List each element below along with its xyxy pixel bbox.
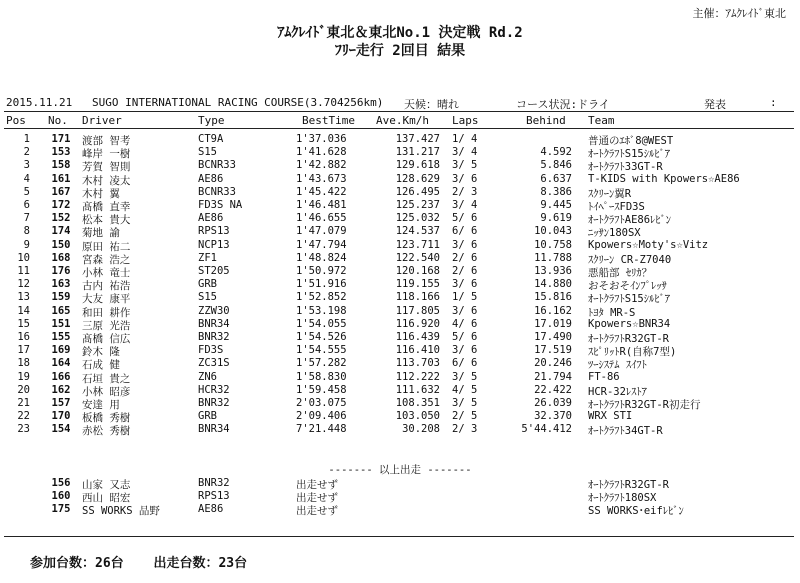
cell-behind: 26.039 — [534, 397, 572, 409]
cell-pos: 21 — [17, 397, 30, 409]
cell-no: 172 — [51, 199, 71, 211]
table-row — [4, 278, 794, 293]
cell-driver: 松本 貴大 — [82, 214, 131, 227]
cell-no: 153 — [51, 146, 71, 159]
table-row — [4, 186, 794, 198]
cell-behind: 21.794 — [534, 370, 572, 383]
cell-best: 1'46.655 — [296, 212, 347, 225]
cell-pos: 11 — [17, 265, 30, 277]
cell-driver: 木村 翼 — [82, 187, 120, 200]
cell-laps: 3/ 6 — [452, 172, 478, 185]
cell-type: ZN6 — [198, 370, 217, 383]
cell-best: 1'58.830 — [296, 370, 347, 383]
table-row — [4, 239, 794, 251]
cell-type: BNR32 — [198, 477, 230, 489]
cell-driver: 小林 昭彦 — [82, 385, 131, 398]
cell-team: ｽｸﾘｰﾝ CR-Z7040 — [588, 253, 672, 266]
cell-type: CT9A — [198, 133, 224, 145]
course-status: コース状況:ドライ — [516, 98, 610, 111]
cell-laps: 3/ 6 — [452, 304, 478, 317]
cell-avg: 116.439 — [395, 331, 440, 343]
cell-laps: 3/ 4 — [452, 146, 478, 159]
cell-no: 176 — [51, 265, 71, 277]
cell-driver: 西山 昭宏 — [82, 492, 131, 505]
header-rule-bottom — [4, 128, 794, 129]
col-no: No. — [48, 114, 68, 127]
cell-avg: 112.222 — [395, 370, 440, 383]
cell-best: 1'47.794 — [296, 238, 347, 251]
dns-row — [4, 477, 794, 489]
table-row — [4, 146, 794, 161]
table-row — [4, 252, 794, 264]
cell-no: 170 — [51, 410, 71, 423]
cell-avg: 120.168 — [395, 265, 440, 277]
cell-avg: 118.166 — [395, 291, 440, 304]
cell-no: 156 — [51, 477, 71, 489]
cell-laps: 3/ 4 — [452, 199, 478, 211]
cell-laps: 2/ 6 — [452, 251, 478, 264]
cell-avg: 30.208 — [402, 423, 440, 436]
cell-driver: 三原 光浩 — [82, 319, 131, 332]
cell-best: 1'52.852 — [296, 291, 347, 304]
cell-no: 168 — [51, 251, 71, 264]
cell-best: 2'03.075 — [296, 397, 347, 409]
cell-behind: 16.162 — [534, 304, 572, 317]
cell-team: ﾆｯｻﾝ180SX — [588, 227, 641, 240]
cell-avg: 113.703 — [395, 357, 440, 370]
cell-driver: 渡部 智考 — [82, 135, 131, 147]
cell-driver: 峰岸 一樹 — [82, 148, 131, 161]
cell-avg: 116.410 — [395, 344, 440, 357]
cell-type: S15 — [198, 146, 217, 159]
cell-avg: 119.155 — [395, 278, 440, 291]
cell-driver: 芳賀 智則 — [82, 161, 131, 174]
table-row — [4, 225, 794, 240]
cell-no: 155 — [51, 331, 71, 343]
col-avg: Ave.Km/h — [376, 114, 429, 127]
cell-driver: 石垣 貴之 — [82, 372, 131, 385]
cell-type: AE86 — [198, 212, 224, 225]
starters-count: 出走台数：23台 — [153, 556, 248, 571]
cell-no: 165 — [51, 304, 71, 317]
col-behind: Behind — [526, 114, 566, 127]
cell-type: FD3S — [198, 344, 224, 357]
cell-no: 175 — [51, 503, 71, 516]
cell-driver: 髙橋 直幸 — [82, 201, 131, 213]
table-row — [4, 318, 794, 330]
cell-type: BNR34 — [198, 423, 230, 436]
cell-no: 167 — [51, 185, 71, 198]
cell-driver: 板橋 秀樹 — [82, 412, 131, 425]
cell-best: 1'45.422 — [296, 185, 347, 198]
cell-team: ｵｰﾄｸﾗﾌﾄAE86ﾚﾋﾞﾝ — [588, 214, 672, 227]
cell-type: HCR32 — [198, 383, 230, 396]
table-row — [4, 212, 794, 227]
cell-avg: 103.050 — [395, 410, 440, 423]
weather-label: 天候：晴れ — [404, 98, 459, 111]
cell-laps: 3/ 5 — [452, 370, 478, 383]
cell-avg: 108.351 — [395, 397, 440, 409]
cell-team: おそおそｲﾝﾌﾟﾚｯｻ — [588, 280, 667, 293]
cell-avg: 137.427 — [395, 133, 440, 145]
cell-pos: 22 — [17, 410, 30, 423]
cell-laps: 4/ 5 — [452, 383, 478, 396]
cell-behind: 17.519 — [534, 344, 572, 357]
cell-no: 166 — [51, 370, 71, 383]
table-row — [4, 173, 794, 185]
cell-driver: 山家 又志 — [82, 479, 131, 491]
cell-behind: 15.816 — [534, 291, 572, 304]
col-pos: Pos — [6, 114, 26, 127]
cell-best: 1'51.916 — [296, 278, 347, 291]
table-row — [4, 305, 794, 317]
table-row — [4, 371, 794, 383]
cell-team: ｵｰﾄｸﾗﾌﾄR32GT-R — [588, 333, 670, 345]
cell-team: ｵｰﾄｸﾗﾌﾄ180SX — [588, 492, 657, 505]
dns-row — [4, 503, 794, 518]
cell-laps: 3/ 6 — [452, 238, 478, 251]
cell-type: GRB — [198, 278, 217, 291]
col-driver: Driver — [82, 114, 122, 127]
cell-team: ﾄｲﾍﾟｰｽFD3S — [588, 201, 645, 213]
cell-no: 161 — [51, 172, 71, 185]
table-row — [4, 265, 794, 277]
cell-type: BCNR33 — [198, 185, 236, 198]
cell-avg: 129.618 — [395, 159, 440, 172]
cell-no: 158 — [51, 159, 71, 172]
cell-pos: 2 — [23, 146, 30, 159]
cell-type: BNR34 — [198, 317, 230, 330]
footer-summary — [30, 552, 269, 571]
cell-pos: 1 — [23, 133, 30, 145]
cell-team: ｵｰﾄｸﾗﾌﾄR32GT-R初走行 — [588, 399, 701, 411]
cell-pos: 13 — [17, 291, 30, 304]
cell-type: FD3S NA — [198, 199, 243, 211]
cell-pos: 16 — [17, 331, 30, 343]
cell-laps: 5/ 6 — [452, 212, 478, 225]
cell-laps: 1/ 4 — [452, 133, 478, 145]
cell-avg: 111.632 — [395, 383, 440, 396]
cell-behind: 10.758 — [534, 238, 572, 251]
cell-laps: 2/ 3 — [452, 423, 478, 436]
cell-best: 1'54.526 — [296, 331, 347, 343]
cell-driver: 原田 祐二 — [82, 240, 131, 253]
cell-team: ﾄﾖﾀ MR-S — [588, 306, 636, 319]
cell-team: HCR-32ﾚｽﾄｱ — [588, 385, 647, 398]
cell-pos: 5 — [23, 185, 30, 198]
cell-type: AE86 — [198, 172, 224, 185]
cell-driver: 菊地 諭 — [82, 227, 120, 240]
cell-type: NCP13 — [198, 238, 230, 251]
cell-best: 1'54.055 — [296, 317, 347, 330]
cell-behind: 17.019 — [534, 317, 572, 330]
cell-laps: 4/ 6 — [452, 317, 478, 330]
cell-type: RPS13 — [198, 225, 230, 238]
cell-behind: 4.592 — [540, 146, 572, 159]
cell-behind: 11.788 — [534, 251, 572, 264]
cell-type: RPS13 — [198, 490, 230, 503]
cell-pos: 6 — [23, 199, 30, 211]
cell-type: ZF1 — [198, 251, 217, 264]
cell-laps: 3/ 6 — [452, 278, 478, 291]
cell-driver: 小林 竜士 — [82, 267, 131, 279]
cell-type: ZC31S — [198, 357, 230, 370]
cell-pos: 17 — [17, 344, 30, 357]
announce-time: : — [770, 96, 777, 109]
cell-team: ｵｰﾄｸﾗﾌﾄR32GT-R — [588, 479, 670, 491]
table-row — [4, 410, 794, 425]
cell-team: 悪船部 ｾﾘｶ？ — [588, 267, 653, 279]
cell-type: ZZW30 — [198, 304, 230, 317]
cell-behind: 5.846 — [540, 159, 572, 172]
cell-type: BNR32 — [198, 397, 230, 409]
cell-pos: 12 — [17, 278, 30, 291]
table-row — [4, 291, 794, 306]
cell-driver: 鈴木 隆 — [82, 346, 120, 359]
cell-avg: 125.237 — [395, 199, 440, 211]
cell-driver: 赤松 秀樹 — [82, 425, 131, 438]
course-name: SUGO INTERNATIONAL RACING COURSE(3.704256km) — [92, 96, 384, 109]
table-row — [4, 133, 794, 145]
cell-team: ｵｰﾄｸﾗﾌﾄ33GT-R — [588, 161, 663, 174]
cell-no: 150 — [51, 238, 71, 251]
cell-no: 154 — [51, 423, 71, 436]
cell-best: 出走せず — [296, 505, 338, 518]
footer-rule — [4, 536, 794, 537]
cell-type: BCNR33 — [198, 159, 236, 172]
document-subtitle: ﾌﾘｰ走行 2回目 結果 — [334, 43, 466, 59]
cell-team: ｽﾋﾟﾘｯﾄR(自称7型) — [588, 346, 677, 359]
cell-best: 1'46.481 — [296, 199, 347, 211]
cell-behind: 32.370 — [534, 410, 572, 423]
cell-no: 152 — [51, 212, 71, 225]
cell-best: 1'41.628 — [296, 146, 347, 159]
cell-behind: 9.619 — [540, 212, 572, 225]
cell-avg: 126.495 — [395, 185, 440, 198]
cell-no: 169 — [51, 344, 71, 357]
cell-behind: 22.422 — [534, 383, 572, 396]
cell-no: 159 — [51, 291, 71, 304]
cell-avg: 131.217 — [395, 146, 440, 159]
table-row — [4, 331, 794, 343]
cell-best: 1'50.972 — [296, 265, 347, 277]
table-row — [4, 199, 794, 211]
cell-behind: 8.386 — [540, 185, 572, 198]
cell-no: 157 — [51, 397, 71, 409]
cell-driver: SS WORKS 品野 — [82, 505, 160, 518]
cell-type: AE86 — [198, 503, 224, 516]
cell-no: 164 — [51, 357, 71, 370]
document-title: ｱﾑｸﾚｲﾄﾞ東北＆東北No.1 決定戦 Rd.2 — [277, 25, 523, 41]
cell-best: 7'21.448 — [296, 423, 347, 436]
cell-best: 1'54.555 — [296, 344, 347, 357]
cell-avg: 117.805 — [395, 304, 440, 317]
table-row — [4, 397, 794, 409]
cell-best: 出走せず — [296, 492, 338, 505]
cell-avg: 128.629 — [395, 172, 440, 185]
cell-team: SS WORKS･eifﾚﾋﾞﾝ — [588, 505, 684, 518]
cell-behind: 13.936 — [534, 265, 572, 277]
cell-pos: 18 — [17, 357, 30, 370]
entries-count: 参加台数：26台 — [30, 556, 124, 571]
cell-behind: 6.637 — [540, 172, 572, 185]
cell-team: ｵｰﾄｸﾗﾌﾄS15ｼﾙﾋﾞｱ — [588, 148, 670, 161]
cell-driver: 宮森 浩之 — [82, 253, 131, 266]
event-date: 2015.11.21 — [6, 96, 73, 109]
cell-team: Kpowers☆Moty's☆Vitz — [588, 238, 709, 251]
cell-behind: 20.246 — [534, 357, 572, 370]
cell-driver: 古内 祐浩 — [82, 280, 131, 293]
header-rule-top — [4, 111, 794, 112]
cell-behind: 5'44.412 — [521, 423, 572, 436]
cell-laps: 5/ 6 — [452, 331, 478, 343]
cell-type: GRB — [198, 410, 217, 423]
cell-best: 1'43.673 — [296, 172, 347, 185]
cell-behind: 9.445 — [540, 199, 572, 211]
cell-laps: 2/ 6 — [452, 265, 478, 277]
cell-pos: 8 — [23, 225, 30, 238]
col-type: Type — [198, 114, 225, 127]
cell-best: 2'09.406 — [296, 410, 347, 423]
cell-driver: 木村 凌太 — [82, 174, 131, 187]
table-row — [4, 357, 794, 372]
cell-avg: 125.032 — [395, 212, 440, 225]
cell-pos: 14 — [17, 304, 30, 317]
cell-best: 1'48.824 — [296, 251, 347, 264]
cell-no: 160 — [51, 490, 71, 503]
cell-pos: 7 — [23, 212, 30, 225]
cell-team: T-KIDS with Kpowers☆AE86 — [588, 172, 740, 185]
cell-no: 171 — [51, 133, 71, 145]
cell-pos: 19 — [17, 370, 30, 383]
col-team: Team — [588, 114, 615, 127]
cell-behind: 10.043 — [534, 225, 572, 238]
dns-row — [4, 490, 794, 505]
cell-driver: 髙橋 信広 — [82, 333, 131, 345]
cell-pos: 9 — [23, 238, 30, 251]
cell-pos: 10 — [17, 251, 30, 264]
cell-behind: 14.880 — [534, 278, 572, 291]
cell-avg: 116.920 — [395, 317, 440, 330]
cell-pos: 20 — [17, 383, 30, 396]
info-line — [6, 96, 796, 110]
cell-laps: 1/ 5 — [452, 291, 478, 304]
cell-team: ｽｸﾘｰﾝ翼R — [588, 187, 632, 200]
announce-label: 発表 — [704, 98, 726, 111]
cell-team: ｵｰﾄｸﾗﾌﾄ34GT-R — [588, 425, 663, 438]
table-header — [4, 114, 794, 128]
cell-behind: 17.490 — [534, 331, 572, 343]
cell-avg: 124.537 — [395, 225, 440, 238]
cell-team: Kpowers☆BNR34 — [588, 317, 671, 330]
col-laps: Laps — [452, 114, 479, 127]
cell-best: 1'47.079 — [296, 225, 347, 238]
table-row — [4, 159, 794, 174]
col-best: BestTime — [302, 114, 355, 127]
table-row — [4, 423, 794, 438]
cell-team: WRX STI — [588, 410, 633, 423]
cell-avg: 123.711 — [395, 238, 440, 251]
table-row — [4, 384, 794, 396]
cell-type: S15 — [198, 291, 217, 304]
cell-laps: 3/ 6 — [452, 344, 478, 357]
cell-best: 1'37.036 — [296, 133, 347, 145]
cell-team: ｵｰﾄｸﾗﾌﾄS15ｼﾙﾋﾞｱ — [588, 293, 670, 306]
cell-avg: 122.540 — [395, 251, 440, 264]
cell-pos: 15 — [17, 317, 30, 330]
cell-no: 163 — [51, 278, 71, 291]
started-separator: ------- 以上出走 ------- — [328, 464, 472, 476]
cell-best: 1'57.282 — [296, 357, 347, 370]
cell-team: FT-86 — [588, 370, 620, 383]
cell-no: 151 — [51, 317, 71, 330]
organizer-label: 主催：ｱﾑｸﾚｲﾄﾞ東北 — [692, 7, 786, 20]
cell-laps: 2/ 5 — [452, 410, 478, 423]
cell-laps: 3/ 5 — [452, 397, 478, 409]
cell-laps: 6/ 6 — [452, 225, 478, 238]
cell-pos: 4 — [23, 172, 30, 185]
cell-laps: 2/ 3 — [452, 185, 478, 198]
cell-best: 1'59.458 — [296, 383, 347, 396]
cell-driver: 大友 康平 — [82, 293, 131, 306]
cell-no: 162 — [51, 383, 71, 396]
cell-type: ST205 — [198, 265, 230, 277]
cell-laps: 3/ 5 — [452, 159, 478, 172]
cell-driver: 和田 耕作 — [82, 306, 131, 319]
cell-driver: 安達 用 — [82, 399, 120, 411]
cell-best: 1'53.198 — [296, 304, 347, 317]
cell-pos: 3 — [23, 159, 30, 172]
cell-laps: 6/ 6 — [452, 357, 478, 370]
cell-driver: 石成 健 — [82, 359, 120, 372]
cell-best: 1'42.882 — [296, 159, 347, 172]
cell-best: 出走せず — [296, 479, 338, 491]
cell-team: 普通のｴﾎﾞ8@WEST — [588, 135, 674, 147]
cell-type: BNR32 — [198, 331, 230, 343]
cell-pos: 23 — [17, 423, 30, 436]
cell-team: ﾂｰｼｽﾃﾑ ｽｲﾌﾄ — [588, 359, 647, 372]
cell-no: 174 — [51, 225, 71, 238]
table-row — [4, 344, 794, 359]
